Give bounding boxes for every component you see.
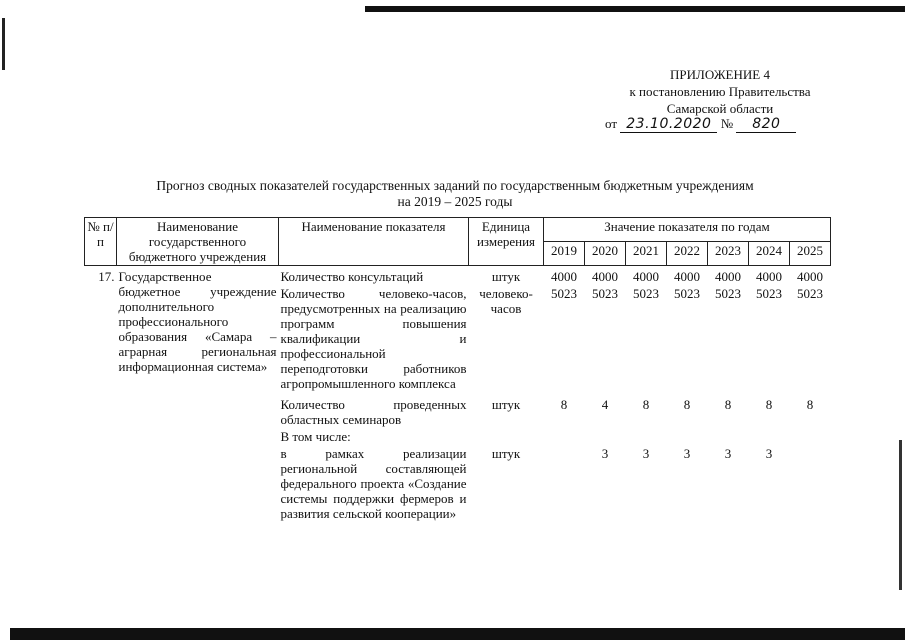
indicator-name: Количество человеко-часов, предусмотренных на реализацию программ повышения квалификации и профессиональной переподготовки работников агропромышленного комплекса: [280, 286, 467, 391]
value-cell: 3: [642, 446, 650, 461]
value-cell: 3: [765, 446, 773, 461]
row-number: 17.: [98, 269, 115, 284]
value-cell: 8: [560, 397, 568, 412]
unit-cell: [469, 428, 544, 445]
indicator-name: Количество консультаций: [280, 269, 424, 284]
value-cell: 4: [601, 397, 609, 412]
value-cell: [790, 445, 831, 522]
value-cell: [790, 428, 831, 445]
value-cell: 3: [724, 446, 732, 461]
document-title: [60, 178, 850, 210]
value-cell: 5023: [633, 286, 659, 301]
header-year: 2019: [544, 242, 585, 266]
unit-cell: человеко-часов: [479, 286, 533, 316]
value-cell: [667, 428, 708, 445]
unit-cell: штук: [491, 397, 521, 412]
value-cell: 4000: [797, 269, 823, 284]
value-cell: 3: [601, 446, 609, 461]
header-year: 2022: [667, 242, 708, 266]
value-cell: 4000: [551, 269, 577, 284]
decree-date-line: [605, 116, 796, 133]
appendix-decree: к постановлению Правительства: [629, 84, 811, 99]
title-line-1: Прогноз сводных показателей государственных заданий по государственным бюджетным учреждениям: [156, 178, 754, 193]
value-cell: 4000: [592, 269, 618, 284]
value-cell: 5023: [592, 286, 618, 301]
unit-cell: штук: [491, 446, 521, 461]
header-year: 2024: [749, 242, 790, 266]
indicators-table: [84, 217, 831, 522]
header-institution: Наименование государственного бюджетного учреждения: [117, 218, 279, 266]
value-cell: [708, 428, 749, 445]
title-line-2: на 2019 – 2025 годы: [397, 194, 513, 209]
value-cell: 5023: [715, 286, 741, 301]
value-cell: 4000: [756, 269, 782, 284]
unit-cell: штук: [491, 269, 521, 284]
value-cell: [626, 428, 667, 445]
header-unit: Единица измерения: [469, 218, 544, 266]
value-cell: 8: [765, 397, 773, 412]
value-cell: 8: [683, 397, 691, 412]
institution-name: Государственное бюджетное учреждение дополнительного профессионального образования «Самара – аграрная региональная информационная система»: [118, 269, 277, 374]
header-no: № п/п: [85, 218, 117, 266]
header-year: 2021: [626, 242, 667, 266]
scan-edge-right: [899, 440, 902, 590]
value-cell: [585, 428, 626, 445]
value-cell: [749, 428, 790, 445]
value-cell: 5023: [797, 286, 823, 301]
scan-edge-top: [365, 6, 905, 12]
value-cell: [544, 445, 585, 522]
scan-edge-left: [2, 18, 5, 70]
value-cell: 4000: [715, 269, 741, 284]
value-cell: 8: [724, 397, 732, 412]
value-cell: 4000: [674, 269, 700, 284]
header-year: 2023: [708, 242, 749, 266]
table-row: [85, 266, 831, 286]
date-prefix: от: [605, 116, 618, 131]
header-year: 2025: [790, 242, 831, 266]
indicator-name: в рамках реализации региональной составляющей федерального проекта «Создание системы поддержки фермеров и развития сельской кооперации»: [280, 446, 467, 521]
header-year: 2020: [585, 242, 626, 266]
value-cell: [544, 428, 585, 445]
decree-number: 820: [736, 116, 796, 133]
value-cell: 4000: [633, 269, 659, 284]
scan-edge-bottom: [10, 628, 905, 640]
value-cell: 8: [806, 397, 814, 412]
value-cell: 3: [683, 446, 691, 461]
value-cell: 5023: [756, 286, 782, 301]
number-sign: №: [720, 116, 734, 131]
header-indicator: Наименование показателя: [279, 218, 469, 266]
value-cell: 8: [642, 397, 650, 412]
decree-date: 23.10.2020: [620, 116, 717, 133]
value-cell: 5023: [674, 286, 700, 301]
header-values: Значение показателя по годам: [544, 218, 831, 242]
value-cell: 5023: [551, 286, 577, 301]
indicator-name: В том числе:: [280, 429, 351, 444]
indicator-name: Количество проведенных областных семинаров: [280, 397, 467, 427]
appendix-header: [560, 66, 880, 117]
appendix-region: Самарской области: [666, 101, 774, 116]
appendix-title: ПРИЛОЖЕНИЕ 4: [670, 67, 770, 82]
